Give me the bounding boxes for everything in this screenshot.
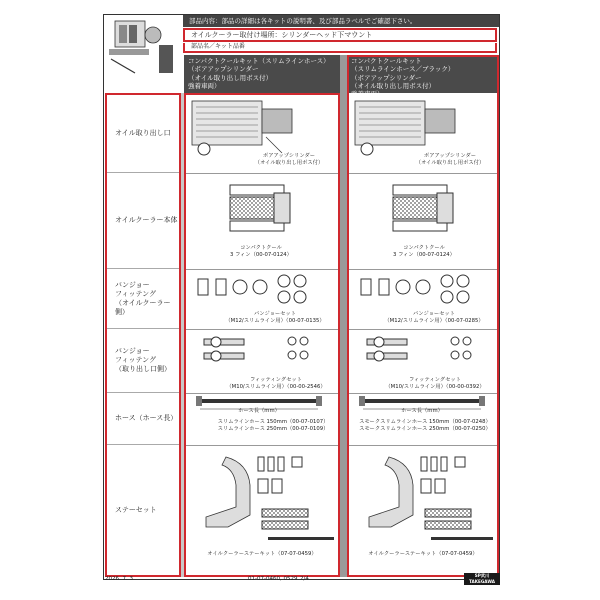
kit-header-right: コンパクトクールキット （スリムラインホース／ブラック） （ボアアップシリンダー （オイル取り出し用ボス付） 強着車両） — [347, 55, 499, 93]
caption-stay-left: オイルクーラーステーキット（07-07-0459） — [207, 551, 317, 557]
caption-oil-outlet-right: ボアアップシリンダー （オイル取り出し用ボス付） — [415, 153, 485, 166]
row-label-banjo-cooler: バンジョー フィッテング （オイルクーラー側） — [107, 269, 179, 329]
row-label-oil-outlet: オイル取り出し口 — [107, 95, 179, 173]
row-label-hose: ホース（ホース長） — [107, 393, 179, 445]
product-thumbnail — [105, 15, 181, 77]
caption-stay-right: オイルクーラーステーキット（07-07-0459） — [368, 551, 478, 557]
caption-cooler-left: コンパクトクール 3 フィン（00-07-0124） — [230, 245, 292, 258]
column-label: 部品名／キット品番 — [183, 43, 497, 53]
footer-page-number: 2/4 — [300, 576, 309, 582]
caption-hose-length-left: ホース長（mm） — [238, 408, 280, 414]
caption-hose-length-right: ホース長（mm） — [401, 408, 443, 414]
caption-banjo-cooler-right: バンジョーセット （M12/スリムライン用）（00-07-0285） — [384, 311, 484, 324]
caption-banjo-outlet-right: フィッティングセット （M10/スリムライン用）（00-00-0392） — [385, 377, 485, 390]
footer-date: 2026. 7. 3 — [105, 576, 133, 582]
row-label-banjo-outlet: バンジョー フィッテング （取り出し口側） — [107, 329, 179, 393]
mount-location: オイルクーラー取付け場所：シリンダーヘッド下マウント — [183, 28, 497, 42]
row-label-stay: ステーセット — [115, 505, 157, 514]
row-label-cooler: オイルクーラー本体 — [107, 173, 179, 269]
footer-doc-code: 01-07-0460, 0529 — [248, 576, 298, 582]
notice-bar: 部品内容：部品の詳細は各キットの説明書、及び部品ラベルでご確認下さい。 — [183, 15, 499, 27]
middle-gap — [340, 55, 347, 577]
caption-banjo-outlet-left: フィッティングセット （M10/スリムライン用）（00-00-2546） — [226, 377, 326, 390]
takegawa-logo: SP武川 TAKEGAWA — [464, 573, 500, 585]
caption-oil-outlet-left: ボアアップシリンダー （オイル取り出し用ボス付） — [254, 153, 324, 166]
caption-banjo-cooler-left: バンジョーセット （M12/スリムライン用）（00-07-0135） — [225, 311, 325, 324]
row-label-column — [105, 93, 181, 577]
kit-column-left — [184, 93, 340, 577]
caption-hose-left: スリムラインホース 150mm（00-07-0107） スリムラインホース 250mm（00-07-0109） — [217, 419, 329, 432]
caption-cooler-right: コンパクトクール 3 フィン（00-07-0124） — [393, 245, 455, 258]
caption-hose-right: スモークスリムラインホース 150mm（00-07-0248） スモークスリムラインホース 250mm（00-07-0250） — [359, 419, 491, 432]
kit-header-left: コンパクトクールキット（スリムラインホース） （ボアアップシリンダー （オイル取り出し用ボス付） 強着車両） — [184, 55, 340, 93]
kit-column-right — [347, 55, 499, 577]
